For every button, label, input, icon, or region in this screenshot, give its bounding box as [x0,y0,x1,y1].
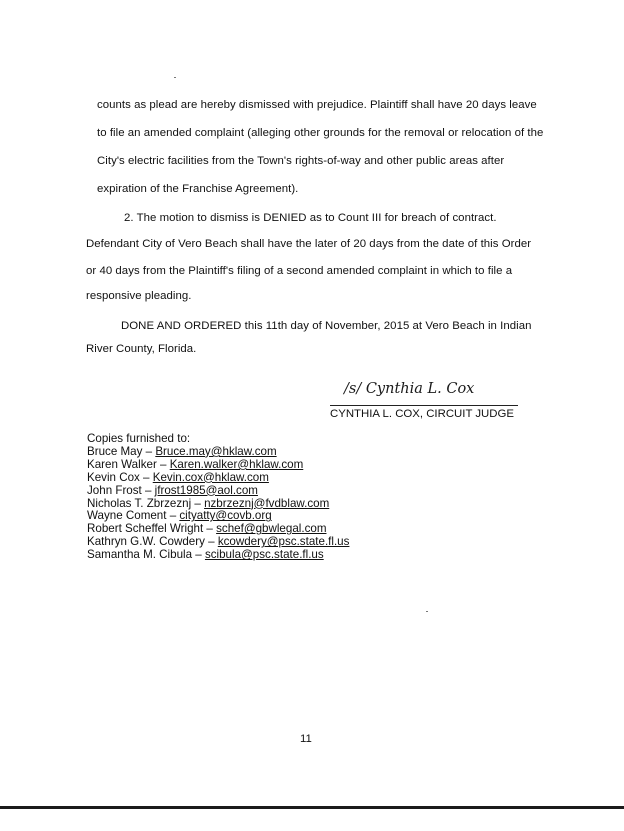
copies-furnished-list [87,433,349,562]
page-bottom-rule [0,806,624,809]
recipient-name: Kevin Cox – [87,470,153,484]
recipient-name: Samantha M. Cibula – [87,548,205,562]
order-line-4: expiration of the Franchise Agreement). [97,183,299,195]
recipient-name: John Frost – [87,483,155,497]
order-line-9: DONE AND ORDERED this 11th day of November, 2015 at Vero Beach in Indian [121,320,532,332]
recipient-row [87,549,349,562]
order-line-7: or 40 days from the Plaintiff's filing of a second amended complaint in which to file a [86,265,513,277]
recipient-name: Karen Walker – [87,457,170,471]
recipient-email-link[interactable]: cityatty@covb.org [179,509,272,523]
order-line-5: 2. The motion to dismiss is DENIED as to Count III for breach of contract. [124,212,497,224]
recipient-name: Kathryn G.W. Cowdery – [87,535,218,549]
recipient-email-link[interactable]: kcowdery@psc.state.fl.us [217,535,350,549]
judge-name-title: CYNTHIA L. COX, CIRCUIT JUDGE [330,408,514,420]
recipient-name: Nicholas T. Zbrzeznj – [87,496,205,510]
order-line-6: Defendant City of Vero Beach shall have the later of 20 days from the date of this Order [86,238,532,250]
order-line-10: River County, Florida. [86,343,197,355]
order-line-1: counts as plead are hereby dismissed with prejudice. Plaintiff shall have 20 days leave [97,99,537,111]
recipient-name: Wayne Coment – [87,509,180,523]
recipient-email-link[interactable]: jfrost1985@aol.com [154,483,258,497]
signature-line [330,405,518,406]
recipient-email-link[interactable]: Bruce.may@hklaw.com [155,444,277,458]
recipient-email-link[interactable]: scibula@psc.state.fl.us [204,548,324,562]
recipient-email-link[interactable]: Karen.walker@hklaw.com [169,457,304,471]
copies-heading: Copies furnished to: [87,432,191,445]
recipient-name: Bruce May – [87,444,156,458]
order-line-2: to file an amended complaint (alleging other grounds for the removal or relocation of the [97,127,544,139]
page-number: 11 [300,733,312,745]
scan-speck [174,77,176,78]
recipient-email-link[interactable]: nzbrzeznj@fvdblaw.com [204,496,330,510]
recipient-email-link[interactable]: Kevin.cox@hklaw.com [152,470,269,484]
order-line-3: City's electric facilities from the Town's rights-of-way and other public areas after [97,155,505,167]
order-line-8: responsive pleading. [86,290,192,302]
scan-speck [426,611,428,612]
judge-signature: /s/ Cynthia L. Cox [344,381,475,397]
recipient-email-link[interactable]: schef@gbwlegal.com [216,522,327,536]
recipient-name: Robert Scheffel Wright – [87,522,217,536]
